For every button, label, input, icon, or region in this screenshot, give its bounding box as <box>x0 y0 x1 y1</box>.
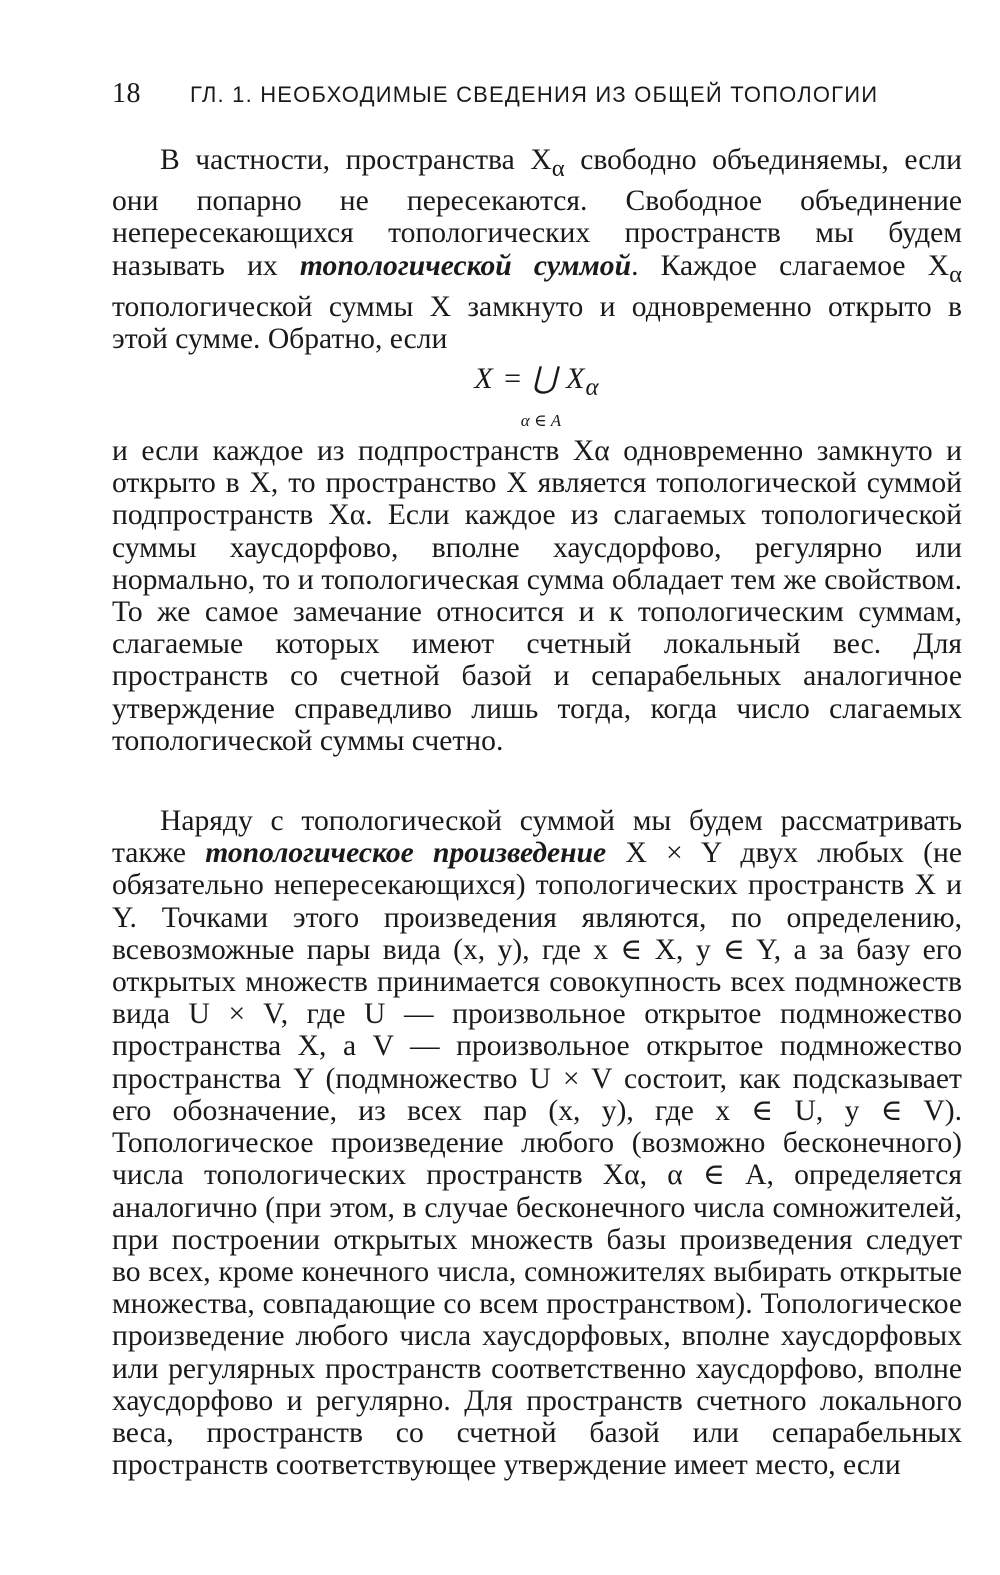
formula-main-text: X = ⋃ X <box>474 362 586 396</box>
paragraph-2: и если каждое из подпространств Xα одновременно замкнуто и открыто в X, то пространство X является топологической суммой подпространств Xα. Если каждое из слагаемых топологической суммы хаусдорфово, вполне хаусдорфово, регулярно или нормально, то и топологическая сумма обладает тем же свойством. То же самое замечание относится и к топологическим суммам, слагаемые которых имеют счетный локальный вес. Для пространств со счетной базой и сепарабельных аналогичное утверждение справедливо лишь тогда, когда число слагаемых топологической суммы счетно. <box>112 435 962 757</box>
p1-text-d: топологической суммы X замкнуто и одновременно открыто в этой сумме. Обратно, если <box>112 290 962 355</box>
p3-text-a: Наряду с топологической суммой мы будем рассматривать также <box>112 805 962 870</box>
paragraph-gap <box>112 757 962 805</box>
paragraph-3 <box>112 805 962 1481</box>
running-head <box>112 78 962 118</box>
page-number: 18 <box>112 78 141 109</box>
p1-sub-alpha: α <box>551 154 565 182</box>
paragraph-1 <box>112 144 962 355</box>
p1-sub-alpha-2: α <box>949 260 963 288</box>
p1-text-b: свободно объединяемы, если они попарно не пересекаются. Свободное объединение непересекающихся топологических пространств мы будем называть их <box>112 144 962 282</box>
term-topological-sum: топологической суммой <box>299 249 632 282</box>
formula-union <box>112 355 962 435</box>
p1-text-a: В частности, пространства X <box>160 144 552 176</box>
formula-index: α ∈ A <box>520 411 562 431</box>
p3-text-b: X × Y двух любых (не обязательно непересекающихся) топологических пространств X и Y. Точками этого произведения являются, по определению, всевозможные пары вида (x, y), где x ∈ X, y ∈ Y, а за базу его открытых множеств принимается совокупность всех подмножеств вида U × V, где U — произвольное открытое подмножество пространства X, а V — произвольное открытое подмножество пространства Y (подмножество U × V состоит, как подсказывает его обозначение, из всех пар (x, y), где x ∈ U, y ∈ V). Топологическое произведение любого (возможно бесконечного) числа топологических пространств Xα, α ∈ A, определяется аналогично (при этом, в случае бесконечного числа сомножителей, при построении открытых множеств базы произведения следует во всех, кроме конечного числа, сомножителях выбирать открытые множества, совпадающие со всем пространством). Топологическое произведение любого числа хаусдорфовых, вполне хаусдорфовых или регулярных пространств соответственно хаусдорфово, вполне хаусдорфово и регулярно. Для пространств счетного локального веса, пространств со счетной базой или сепарабельных пространств соответствующее утверждение имеет место, если <box>112 837 962 1482</box>
book-page <box>112 78 962 1481</box>
running-title: ГЛ. 1. НЕОБХОДИМЫЕ СВЕДЕНИЯ ИЗ ОБЩЕЙ ТОПОЛОГИИ <box>190 82 879 107</box>
p1-text-c: . Каждое слагаемое X <box>631 249 950 282</box>
formula-main-sub: α <box>585 374 600 402</box>
formula-main <box>112 363 962 404</box>
body-text <box>112 144 962 1481</box>
term-topological-product: топологическое произведение <box>205 837 607 870</box>
